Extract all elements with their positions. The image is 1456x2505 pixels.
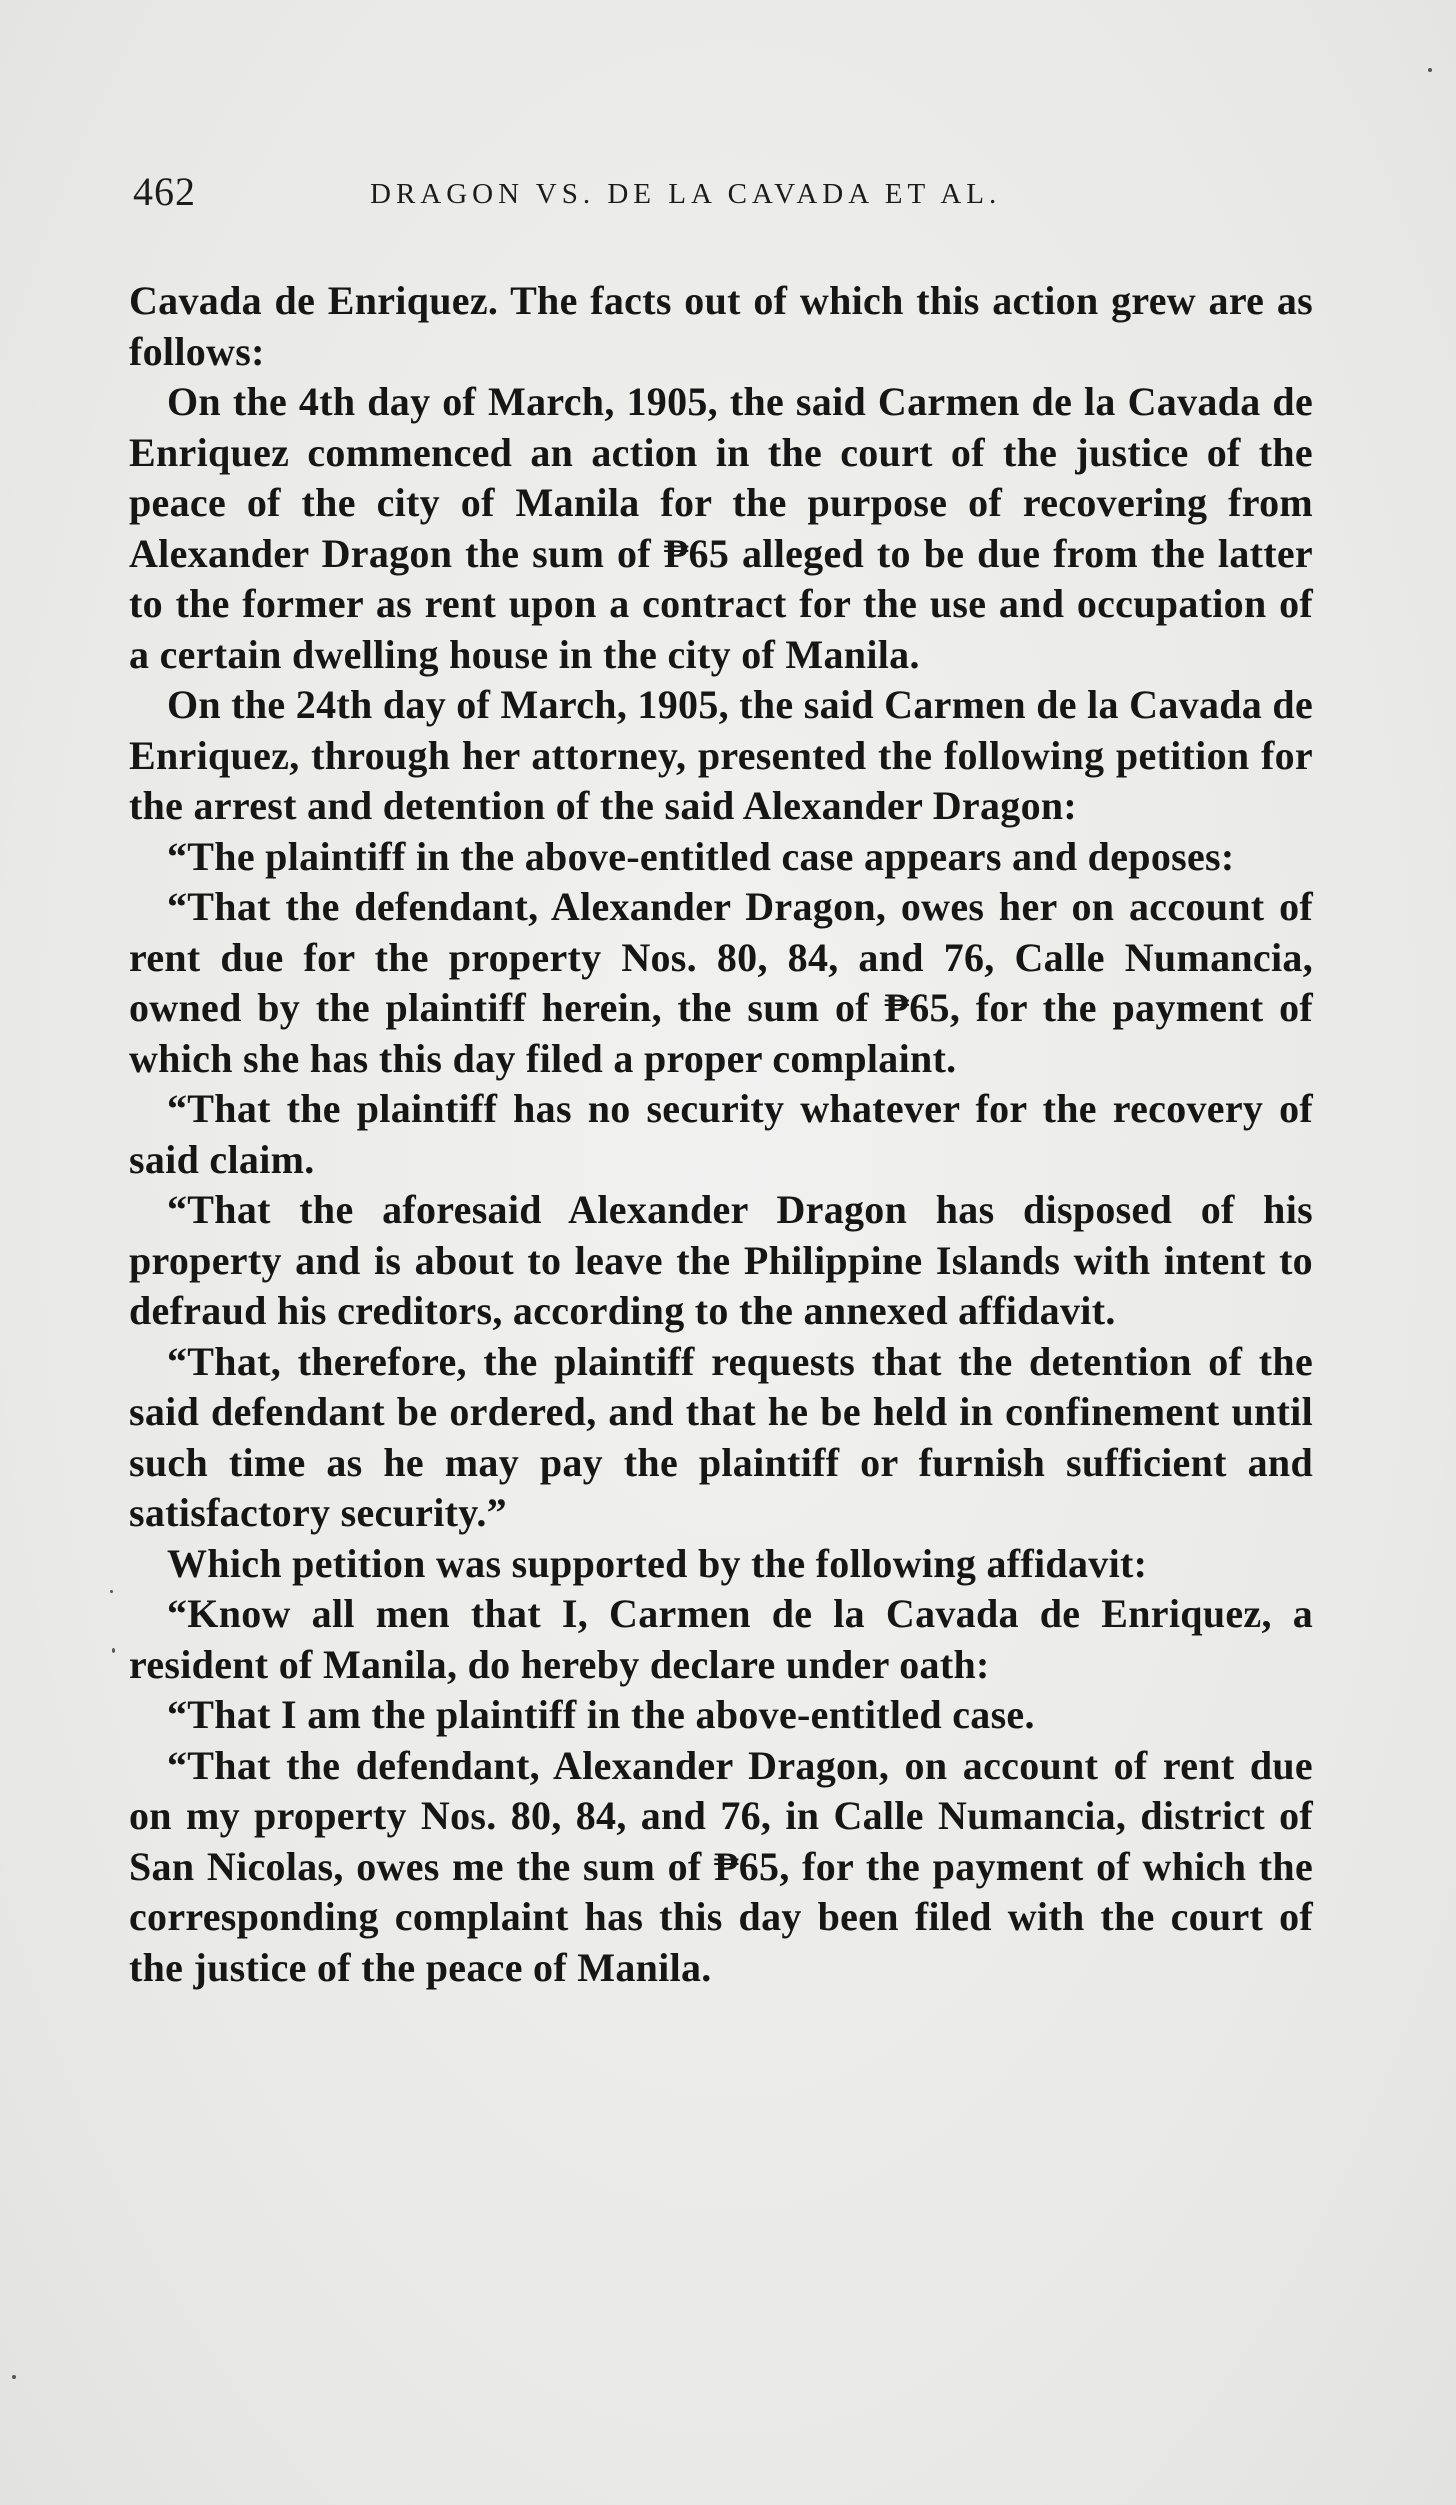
paragraph: “That the defendant, Alexander Dragon, on account of rent due on my property Nos. 80, 84, and 76, in Calle Numancia, district of San Nicolas, owes me the sum of ₱65, for the payment of which the corresponding complaint has this day been filed with the court of the justice of the peace of Manila.: [129, 1742, 1313, 1990]
running-head: DRAGON VS. DE LA CAVADA ET AL.: [370, 178, 1002, 210]
paragraph: “That I am the plaintiff in the above-entitled case.: [167, 1692, 1035, 1737]
paper-speck: [12, 2375, 16, 2379]
body-text: [129, 276, 1313, 1993]
paper-speck: [110, 1590, 113, 1593]
paper-speck: [1428, 68, 1432, 72]
paragraph: “That the aforesaid Alexander Dragon has disposed of his property and is about to leave the Philippine Islands with intent to defraud his creditors, according to the annexed affidavit.: [129, 1187, 1313, 1333]
page-header: [133, 168, 1333, 228]
paragraph: On the 4th day of March, 1905, the said Carmen de la Cavada de Enriquez commenced an action in the court of the justice of the peace of the city of Manila for the purpose of recovering from Alexander Dragon the sum of ₱65 alleged to be due from the latter to the former as rent upon a contract for the use and occupation of a certain dwelling house in the city of Manila.: [129, 379, 1313, 677]
paragraph: “That the defendant, Alexander Dragon, owes her on account of rent due for the property Nos. 80, 84, and 76, Calle Numancia, owned by the plaintiff herein, the sum of ₱65, for the payment of which she has this day filed a proper complaint.: [129, 884, 1313, 1081]
paragraph: Which petition was supported by the following affidavit:: [167, 1540, 1148, 1586]
paragraph: “Know all men that I, Carmen de la Cavada de Enriquez, a resident of Manila, do hereby declare under oath:: [129, 1591, 1313, 1687]
paragraph: On the 24th day of March, 1905, the said Carmen de la Cavada de Enriquez, through her attorney, presented the following petition for the arrest and detention of the said Alexander Dragon:: [129, 682, 1313, 828]
paragraph: “The plaintiff in the above-entitled case appears and deposes:: [167, 833, 1235, 879]
paper-speck: [112, 1648, 115, 1653]
paragraph: “That, therefore, the plaintiff requests that the detention of the said defendant be ordered, and that he be held in confinement until such time as he may pay the plaintiff or furnish sufficient and satisfactory security.”: [129, 1338, 1313, 1535]
paragraph: Cavada de Enriquez. The facts out of which this action grew are as follows:: [129, 278, 1313, 374]
paragraph: “That the plaintiff has no security whatever for the recovery of said claim.: [129, 1086, 1313, 1182]
page-number: 462: [133, 169, 196, 214]
